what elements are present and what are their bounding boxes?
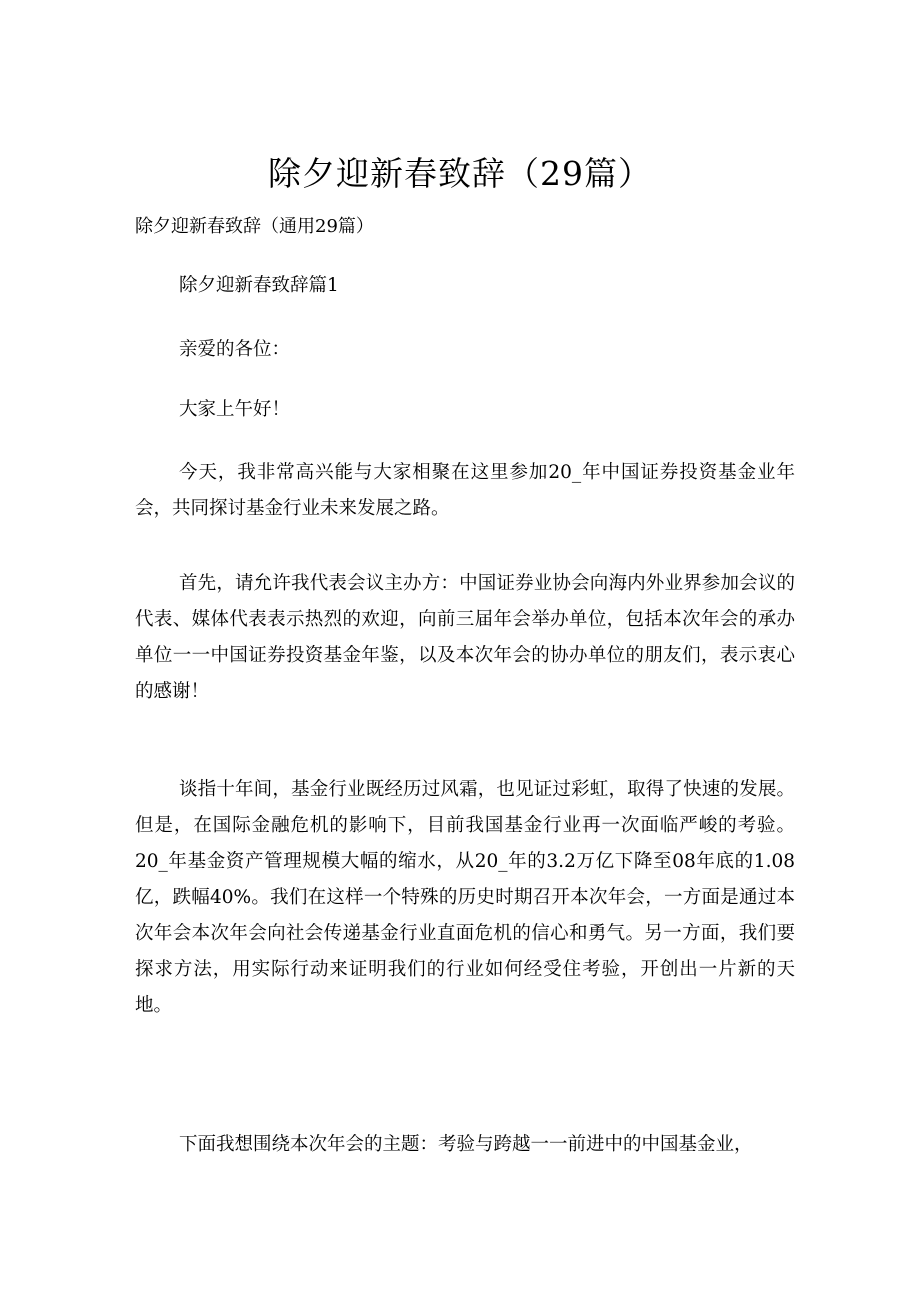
paragraph: 下面我想围绕本次年会的主题：考验与跨越一一前进中的中国基金业， <box>179 1134 753 1155</box>
paragraph: 首先，请允许我代表会议主办方：中国证券业协会向海内外业界参加会议的代表、媒体代表表示热烈的欢迎，向前三届年会举办单位，包括本次年会的承办单位一一中国证券投资基金年鉴，以及本次年会的协办单位的朋友们，表示衷心的感谢！ <box>135 573 795 702</box>
greeting: 大家上午好！ <box>179 399 291 420</box>
section-heading: 除夕迎新春致辞篇1 <box>179 275 339 296</box>
paragraph: 谈指十年间，基金行业既经历过风霜，也见证过彩虹，取得了快速的发展。但是，在国际金融危机的影响下，目前我国基金行业再一次面临严峻的考验。20_年基金资产管理规模大幅的缩水，从20_年的3.2万亿下降至08年底的1.08亿，跌幅40%。我们在这样一个特殊的历史时期召开本次年会，一方面是通过本次年会本次年会向社会传递基金行业直面危机的信心和勇气。另一方面，我们要探求方法，用实际行动来证明我们的行业如何经受住考验，开创出一片新的天地。 <box>135 779 795 1016</box>
salutation: 亲爱的各位： <box>179 339 291 360</box>
paragraph: 今天，我非常高兴能与大家相聚在这里参加20_年中国证券投资基金业年会，共同探讨基金行业未来发展之路。 <box>135 462 795 519</box>
document-title: 除夕迎新春致辞（29篇） <box>268 154 652 193</box>
document-subtitle: 除夕迎新春致辞（通用29篇） <box>135 216 374 237</box>
